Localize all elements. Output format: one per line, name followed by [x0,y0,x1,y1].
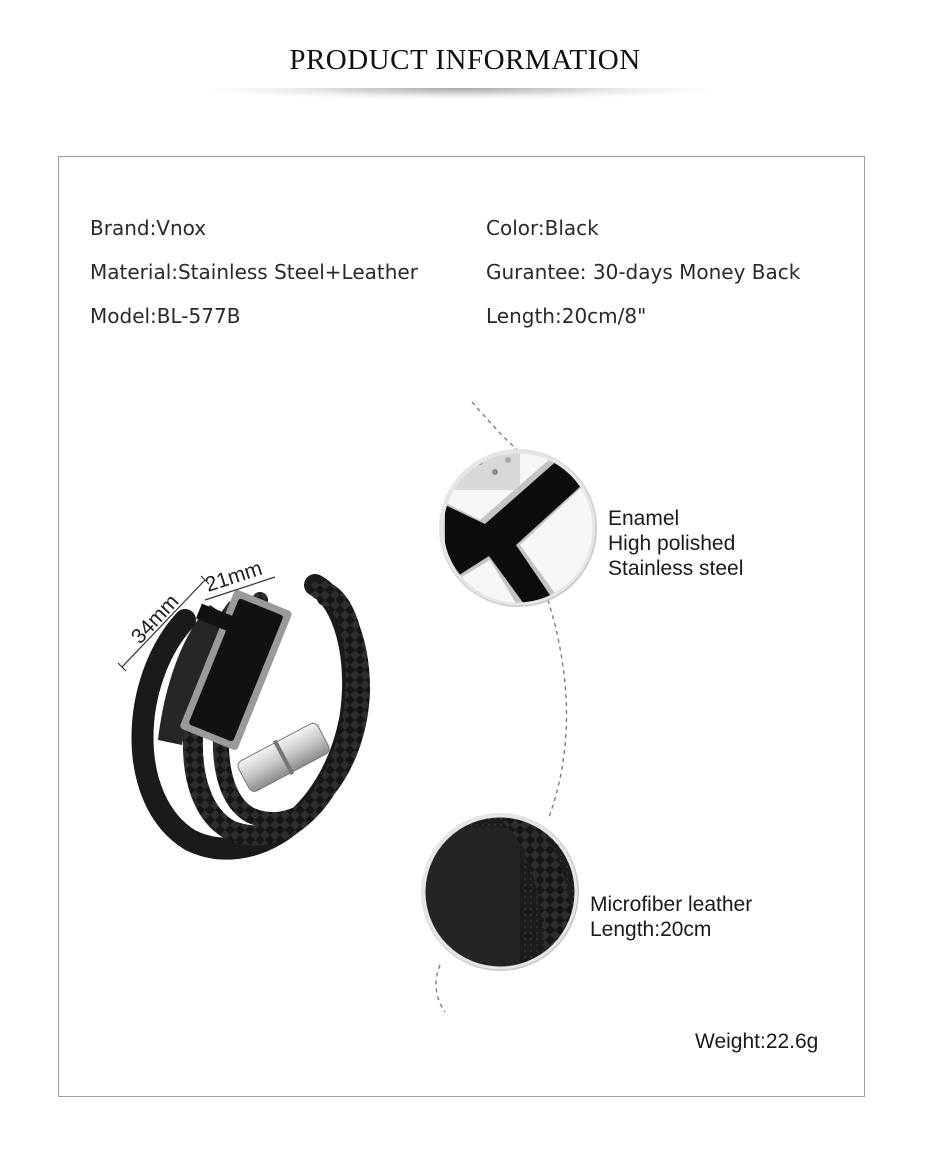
zoom-circle-leather [420,810,580,980]
weight-label: Weight:22.6g [695,1030,819,1053]
callout-enamel-line: Enamel [608,507,680,530]
height-dimension-label: 34mm [126,590,184,649]
spec-guarantee: Gurantee: 30-days Money Back [486,260,801,284]
callout-polished-line: High polished [608,532,736,555]
spec-material: Material:Stainless Steel+Leather [90,260,418,284]
callout-length-line: Length:20cm [590,918,712,941]
zoom-circle-cross [430,440,610,620]
bracelet-image [118,557,362,849]
page-title: PRODUCT INFORMATION [289,44,641,76]
callout-enamel [608,506,743,581]
spec-length: Length:20cm/8" [486,304,647,328]
callout-leather-line: Microfiber leather [590,893,753,916]
width-dimension-label: 21mm [202,556,266,597]
spec-brand: Brand:Vnox [90,216,207,240]
spec-model: Model:BL-577B [90,304,241,328]
spec-color: Color:Black [486,216,599,240]
callout-leather [590,892,752,942]
callout-steel-line: Stainless steel [608,557,744,580]
